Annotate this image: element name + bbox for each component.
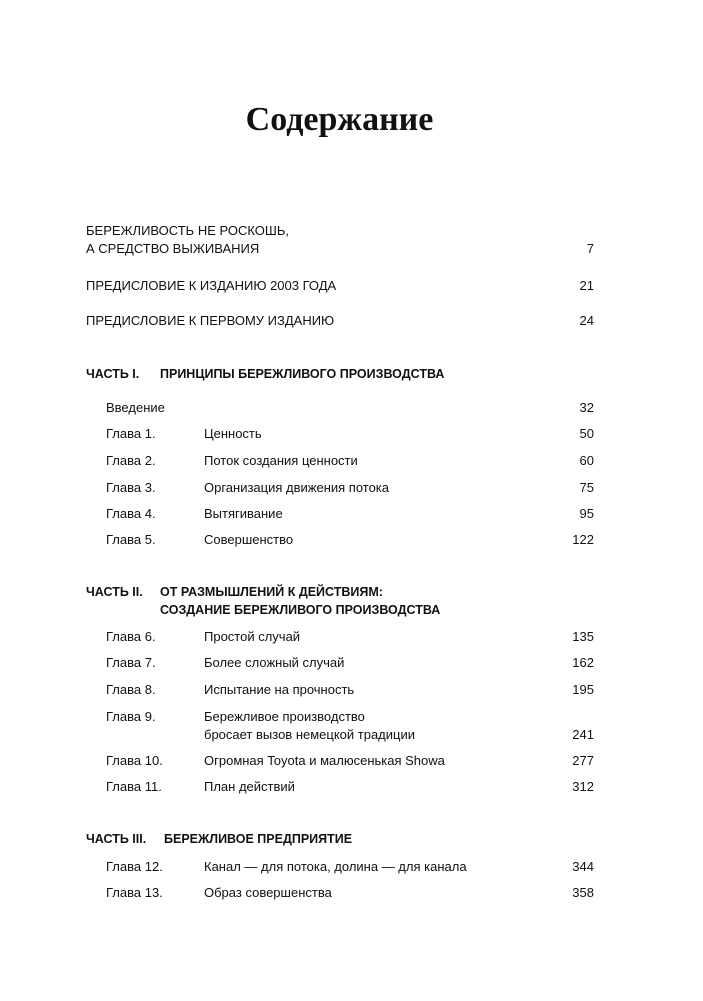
toc-page-number: 135 <box>572 629 594 644</box>
chapter-title: План действий <box>204 779 295 794</box>
chapter-label: Глава 1. <box>106 426 156 441</box>
chapter-title: Совершенство <box>204 532 294 547</box>
toc-front-entry <box>86 277 594 295</box>
toc-entry-title: ПРЕДИСЛОВИЕ К ПЕРВОМУ ИЗДАНИЮ <box>86 313 335 328</box>
chapter-title: Простой случай <box>204 629 301 644</box>
toc-page-number: 122 <box>572 532 594 547</box>
part-number: ЧАСТЬ II. <box>86 585 143 599</box>
chapter-label: Глава 5. <box>106 532 156 547</box>
toc-entry-title <box>86 222 289 258</box>
toc-page-number: 312 <box>572 779 594 794</box>
part-title: СОЗДАНИЕ БЕРЕЖЛИВОГО ПРОИЗВОДСТВА <box>160 603 441 617</box>
toc-page-number: 50 <box>579 426 594 441</box>
chapter-label: Глава 2. <box>106 453 156 468</box>
chapter-label: Глава 13. <box>106 885 163 900</box>
chapter-title: Испытание на прочность <box>204 682 355 697</box>
part-number: ЧАСТЬ III. <box>86 832 147 846</box>
toc-entry-title: ПРЕДИСЛОВИЕ К ИЗДАНИЮ 2003 ГОДА <box>86 278 337 293</box>
chapter-label: Глава 9. <box>106 709 156 724</box>
chapter-title: Более сложный случай <box>204 655 345 670</box>
chapter-title: Огромная Toyota и малюсенькая Showa <box>204 753 445 768</box>
toc-page-number: 241 <box>572 727 594 742</box>
toc-front-entry <box>86 222 594 258</box>
toc-page-number: 344 <box>572 859 594 874</box>
part-title: ПРИНЦИПЫ БЕРЕЖЛИВОГО ПРОИЗВОДСТВА <box>160 367 445 381</box>
toc-front-entry <box>86 312 594 330</box>
chapter-label: Глава 11. <box>106 779 162 794</box>
chapter-label: Введение <box>106 400 165 415</box>
toc-entry-title-line: А СРЕДСТВО ВЫЖИВАНИЯ <box>86 241 260 256</box>
chapter-label: Глава 6. <box>106 629 156 644</box>
chapter-label: Глава 3. <box>106 480 156 495</box>
toc-page-number: 95 <box>579 506 594 521</box>
page-title: Содержание <box>245 100 434 138</box>
chapter-label: Глава 12. <box>106 859 163 874</box>
chapter-title: Образ совершенства <box>204 885 332 900</box>
toc-page-number: 358 <box>572 885 594 900</box>
chapter-title: Ценность <box>204 426 262 441</box>
chapter-label: Глава 8. <box>106 682 156 697</box>
toc-chapter-entry <box>106 708 594 744</box>
toc-page-number: 32 <box>579 400 594 415</box>
chapter-label: Глава 7. <box>106 655 156 670</box>
toc-page-number: 60 <box>579 453 594 468</box>
toc-page-number: 7 <box>586 241 594 256</box>
toc-page-number: 75 <box>579 480 594 495</box>
chapter-title: Бережливое производство <box>204 709 365 724</box>
part-title: ОТ РАЗМЫШЛЕНИЙ К ДЕЙСТВИЯМ: <box>160 585 383 599</box>
part-number: ЧАСТЬ I. <box>86 367 140 381</box>
chapter-title: бросает вызов немецкой традиции <box>204 727 416 742</box>
chapter-label: Глава 4. <box>106 506 156 521</box>
toc-page-number: 21 <box>579 278 594 293</box>
toc-page-number: 24 <box>579 313 594 328</box>
chapter-title: Поток создания ценности <box>204 453 358 468</box>
chapter-title: Канал — для потока, долина — для канала <box>204 859 467 874</box>
toc-entry-title-line: БЕРЕЖЛИВОСТЬ НЕ РОСКОШЬ, <box>86 223 289 238</box>
toc-page-number: 195 <box>572 682 594 697</box>
part-title: БЕРЕЖЛИВОЕ ПРЕДПРИЯТИЕ <box>164 832 353 846</box>
chapter-title: Организация движения потока <box>204 480 390 495</box>
toc-page-number: 277 <box>572 753 594 768</box>
chapter-title: Вытягивание <box>204 506 283 521</box>
chapter-label: Глава 10. <box>106 753 163 768</box>
toc-page-number: 162 <box>572 655 594 670</box>
